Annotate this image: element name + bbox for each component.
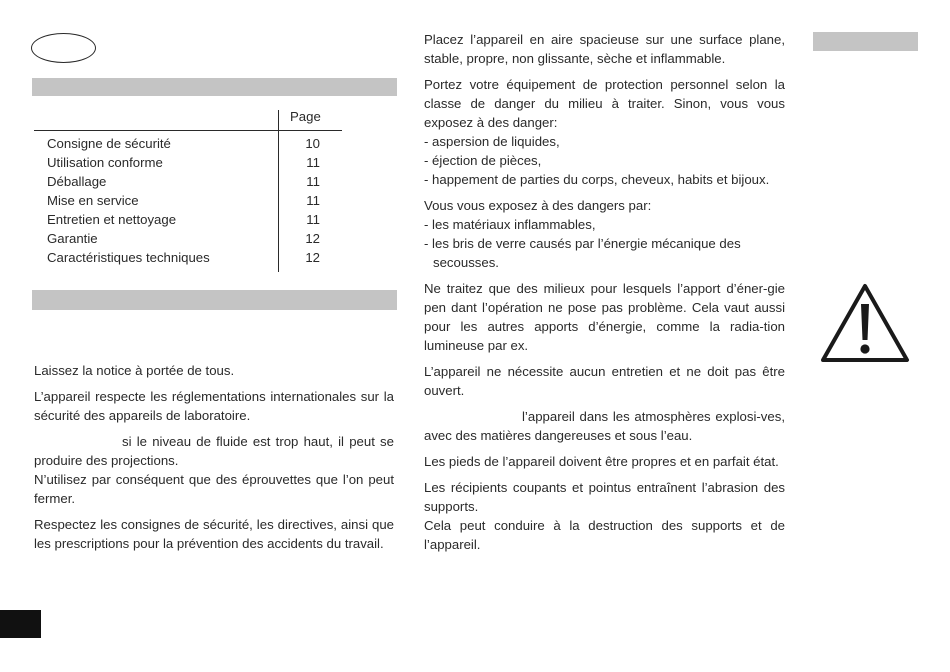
list-item: - éjection de pièces, [424, 153, 542, 168]
list-item: - happement de parties du corps, cheveux, habits et bijoux. [424, 172, 770, 187]
page-marker-block [0, 610, 41, 638]
paragraph: Les pieds de l’appareil doivent être propres et en parfait état. [424, 454, 779, 469]
warning-triangle-icon [819, 282, 911, 364]
toc-entry-label: Consigne de sécurité [47, 136, 171, 151]
toc-page-header: Page [290, 109, 321, 124]
toc-divider-horizontal [34, 130, 342, 131]
paragraph: L’appareil respecte les réglementations internationales sur la sécurité des appareils de laboratoire. [34, 389, 394, 423]
paragraph-text: Vous vous exposez à des dangers par: [424, 198, 652, 213]
paragraph [34, 432, 394, 470]
safety-text-left [34, 361, 394, 560]
toc-entry-label: Entretien et nettoyage [47, 212, 177, 227]
paragraph: N’utilisez par conséquent que des éprouvettes que l’on peut fermer. [34, 472, 394, 506]
paragraph-text: si le niveau de fluide est trop haut, il peut se produire des projections. [34, 434, 394, 468]
paragraph: Laissez la notice à portée de tous. [34, 363, 235, 378]
toc-section-bar [32, 78, 397, 96]
toc-entry-page: 11 [306, 212, 320, 227]
toc-divider-vertical [278, 110, 279, 272]
paragraph: L’appareil ne nécessite aucun entretien et ne doit pas être ouvert. [424, 364, 785, 398]
toc-labels [47, 134, 210, 267]
toc-entry-page: 12 [305, 250, 320, 265]
toc-entry-label: Caractéristiques techniques [47, 250, 210, 265]
safety-text-middle [424, 30, 785, 561]
toc-entry-page: 10 [305, 136, 320, 151]
toc-page-numbers [280, 134, 320, 267]
toc-entry-page: 11 [306, 155, 320, 170]
toc-entry-label: Utilisation conforme [47, 155, 163, 170]
paragraph-text: Portez votre équipement de protection personnel selon la classe de danger du milieu à traiter. Sinon, vous vous exposez à des danger: [424, 77, 785, 130]
toc-entry-page: 11 [306, 174, 320, 189]
list-item: - les matériaux inflammables, [424, 217, 596, 232]
toc-entry-label: Déballage [47, 174, 107, 189]
paragraph: Les récipients coupants et pointus entraînent l’abrasion des supports. [424, 480, 785, 514]
list-item: - les bris de verre causés par l’énergie mécanique des secousses. [424, 236, 741, 270]
toc-entry-page: 12 [305, 231, 320, 246]
language-oval [31, 33, 96, 63]
language-tab-bar [813, 32, 918, 51]
toc-entry-label: Mise en service [47, 193, 139, 208]
paragraph: Placez l’appareil en aire spacieuse sur une surface plane, stable, propre, non glissante, sèche et inflammable. [424, 32, 785, 66]
paragraph: Ne traitez que des milieux pour lesquels l’apport d’éner-gie pen dant l’opération ne pose pas problème. Cela vaut aussi pour les autres apports d’énergie, comme la radia-tion lumineuse par ex. [424, 281, 785, 353]
paragraph [424, 75, 785, 189]
list-item: - aspersion de liquides, [424, 134, 560, 149]
paragraph: Cela peut conduire à la destruction des supports et de l’appareil. [424, 518, 785, 552]
toc-entry-page: 11 [306, 193, 320, 208]
safety-section-bar [32, 290, 397, 310]
paragraph: Respectez les consignes de sécurité, les directives, ainsi que les prescriptions pour la prévention des accidents du travail. [34, 517, 394, 551]
toc-entry-label: Garantie [47, 231, 98, 246]
paragraph [424, 196, 785, 272]
paragraph-text: l’appareil dans les atmosphères explosi-ves, avec des matières dangereuses et sous l’eau. [424, 409, 785, 443]
paragraph [424, 407, 785, 445]
